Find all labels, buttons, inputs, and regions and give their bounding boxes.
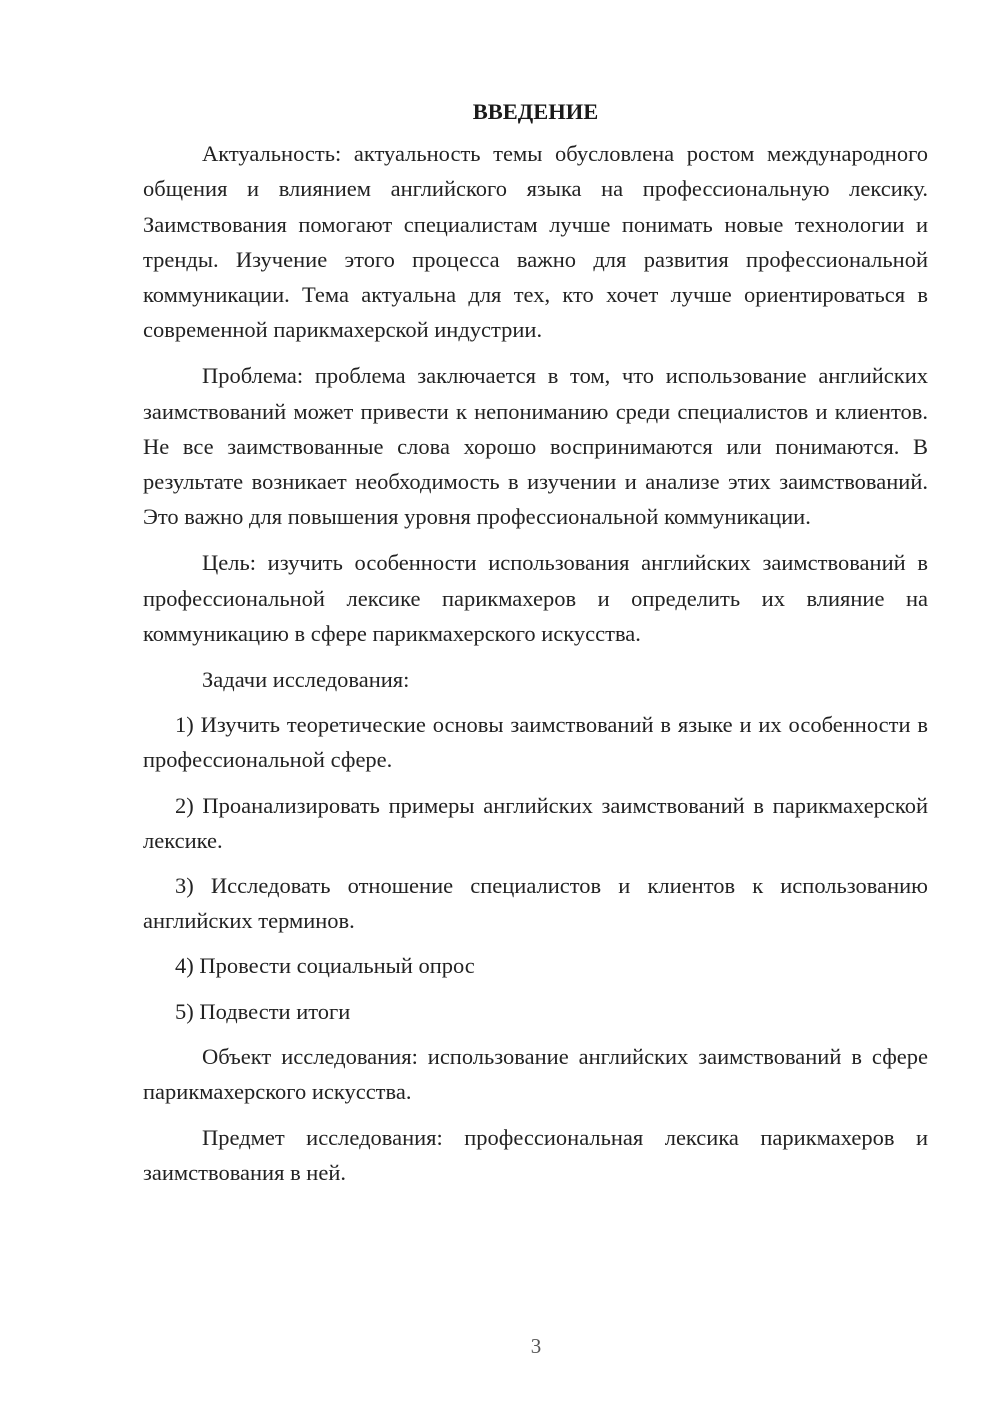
page-number: 3 [530,1334,542,1358]
task-item-4: 4) Провести социальный опрос [175,953,475,979]
task-item-5: 5) Подвести итоги [175,998,351,1024]
paragraph-problem: Проблема: проблема заключается в том, что использование английских заимствований может привести к непониманию среди специалистов и клиентов. Не все заимствованные слова хорошо воспринимаются или понимаются. В результате возникает необходимость в изучении и анализе этих заимствований. Это важно для повышения уровня профессиональной коммуникации. [143,363,928,530]
task-item-1: 1) Изучить теоретические основы заимствований в языке и их особенности в профессиональной сфере. [143,712,928,773]
paragraph-tasks-heading: Задачи исследования: [202,667,410,693]
task-item-3: 3) Исследовать отношение специалистов и клиентов к использованию английских терминов. [143,873,928,934]
task-item-2: 2) Проанализировать примеры английских заимствований в парикмахерской лексике. [143,792,928,853]
section-heading: ВВЕДЕНИЕ [472,99,599,124]
paragraph-subject: Предмет исследования: профессиональная лексика парикмахеров и заимствования в ней. [143,1125,928,1186]
paragraph-object: Объект исследования: использование английских заимствований в сфере парикмахерского искусства. [143,1043,928,1105]
paragraph-goal: Цель: изучить особенности использования английских заимствований в профессиональной лексике парикмахеров и определить их влияние на коммуникацию в сфере парикмахерского искусства. [143,550,928,646]
document-body [143,94,928,1202]
paragraph-relevance: Актуальность: актуальность темы обусловлена ростом международного общения и влиянием английского языка на профессиональную лексику. Заимствования помогают специалистам лучше понимать новые технологии и тренды. Изучение этого процесса важно для развития профессиональной коммуникации. Тема актуальна для тех, кто хочет лучше ориентироваться в современной парикмахерской индустрии. [143,141,928,343]
